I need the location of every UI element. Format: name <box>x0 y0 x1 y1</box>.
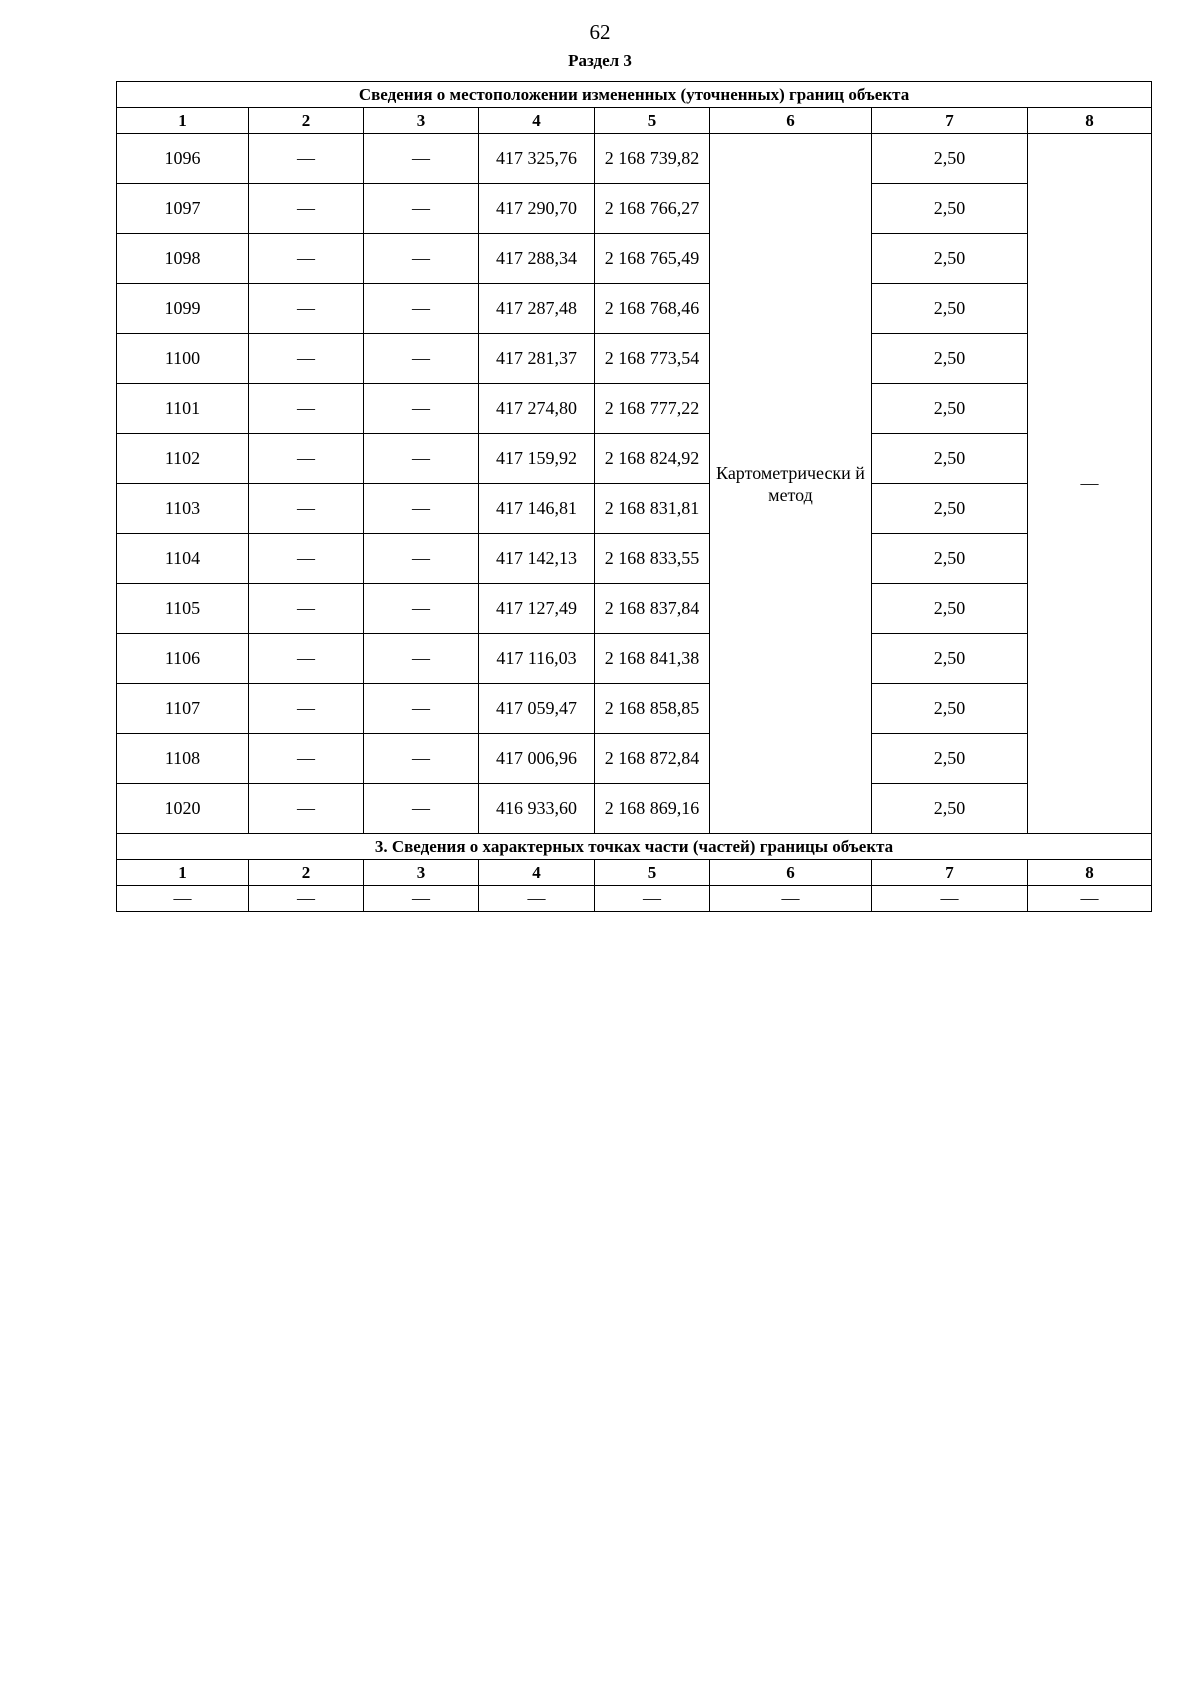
table-row <box>117 284 1152 334</box>
point-number: 1020 <box>117 784 249 834</box>
col2-value: — <box>249 384 364 434</box>
point-number: 1097 <box>117 184 249 234</box>
col2-value: — <box>249 634 364 684</box>
col3-value: — <box>364 634 479 684</box>
point-number: 1101 <box>117 384 249 434</box>
x-coordinate: 417 325,76 <box>479 134 595 184</box>
table-row <box>117 384 1152 434</box>
point-number: 1100 <box>117 334 249 384</box>
column-number-4: 4 <box>479 860 595 886</box>
section-title: Раздел 3 <box>568 51 632 70</box>
table-row <box>117 734 1152 784</box>
point-number: 1096 <box>117 134 249 184</box>
x-coordinate: 417 159,92 <box>479 434 595 484</box>
y-coordinate: 2 168 739,82 <box>595 134 710 184</box>
column-number-6: 6 <box>710 860 872 886</box>
y-coordinate: 2 168 872,84 <box>595 734 710 784</box>
x-coordinate: 417 274,80 <box>479 384 595 434</box>
column-number-7: 7 <box>872 860 1028 886</box>
column-number-8: 8 <box>1028 108 1152 134</box>
table-row <box>117 434 1152 484</box>
col3-value: — <box>364 184 479 234</box>
col3-value: — <box>364 784 479 834</box>
table1-title-row <box>117 82 1152 108</box>
accuracy-value: 2,50 <box>872 234 1028 284</box>
y-coordinate: 2 168 777,22 <box>595 384 710 434</box>
x-coordinate: 417 006,96 <box>479 734 595 784</box>
table2-column-numbers <box>117 860 1152 886</box>
point-number: 1106 <box>117 634 249 684</box>
col2-value: — <box>249 134 364 184</box>
y-coordinate: 2 168 858,85 <box>595 684 710 734</box>
column-number-8: 8 <box>1028 860 1152 886</box>
column-number-1: 1 <box>117 108 249 134</box>
col3-value: — <box>364 434 479 484</box>
col3-value: — <box>364 684 479 734</box>
col2-value: — <box>249 184 364 234</box>
x-coordinate: 417 287,48 <box>479 284 595 334</box>
point-number: 1098 <box>117 234 249 284</box>
col3-value: — <box>364 134 479 184</box>
col3-value: — <box>364 734 479 784</box>
column-number-6: 6 <box>710 108 872 134</box>
col2-value: — <box>249 584 364 634</box>
point-number: 1108 <box>117 734 249 784</box>
column-number-5: 5 <box>595 860 710 886</box>
x-coordinate: 417 281,37 <box>479 334 595 384</box>
point-number: 1107 <box>117 684 249 734</box>
accuracy-value: 2,50 <box>872 334 1028 384</box>
empty-cell: — <box>364 886 479 912</box>
col2-value: — <box>249 484 364 534</box>
point-number: 1105 <box>117 584 249 634</box>
x-coordinate: 417 059,47 <box>479 684 595 734</box>
accuracy-value: 2,50 <box>872 784 1028 834</box>
y-coordinate: 2 168 837,84 <box>595 584 710 634</box>
x-coordinate: 417 116,03 <box>479 634 595 684</box>
x-coordinate: 417 127,49 <box>479 584 595 634</box>
col3-value: — <box>364 384 479 434</box>
page-number: 62 <box>589 20 611 44</box>
point-number: 1104 <box>117 534 249 584</box>
column-number-2: 2 <box>249 860 364 886</box>
table1-column-numbers <box>117 108 1152 134</box>
accuracy-value: 2,50 <box>872 284 1028 334</box>
table2-title: 3. Сведения о характерных точках части (частей) границы объекта <box>117 834 1152 860</box>
col3-value: — <box>364 484 479 534</box>
col3-value: — <box>364 584 479 634</box>
y-coordinate: 2 168 869,16 <box>595 784 710 834</box>
accuracy-value: 2,50 <box>872 734 1028 784</box>
accuracy-value: 2,50 <box>872 184 1028 234</box>
point-number: 1103 <box>117 484 249 534</box>
x-coordinate: 417 142,13 <box>479 534 595 584</box>
y-coordinate: 2 168 768,46 <box>595 284 710 334</box>
col2-value: — <box>249 334 364 384</box>
accuracy-value: 2,50 <box>872 584 1028 634</box>
col2-value: — <box>249 234 364 284</box>
col2-value: — <box>249 734 364 784</box>
point-number: 1099 <box>117 284 249 334</box>
table-row <box>117 684 1152 734</box>
col3-value: — <box>364 534 479 584</box>
table1-title: Сведения о местоположении измененных (уточненных) границ объекта <box>117 82 1152 108</box>
col2-value: — <box>249 434 364 484</box>
y-coordinate: 2 168 766,27 <box>595 184 710 234</box>
empty-cell: — <box>872 886 1028 912</box>
empty-cell: — <box>1028 886 1152 912</box>
accuracy-value: 2,50 <box>872 434 1028 484</box>
table-row <box>117 784 1152 834</box>
x-coordinate: 417 288,34 <box>479 234 595 284</box>
accuracy-value: 2,50 <box>872 134 1028 184</box>
boundary-coordinates-table <box>116 81 1152 912</box>
column-number-5: 5 <box>595 108 710 134</box>
accuracy-value: 2,50 <box>872 534 1028 584</box>
accuracy-value: 2,50 <box>872 684 1028 734</box>
point-number: 1102 <box>117 434 249 484</box>
table-row <box>117 334 1152 384</box>
empty-cell: — <box>249 886 364 912</box>
column-number-1: 1 <box>117 860 249 886</box>
col2-value: — <box>249 684 364 734</box>
column-number-7: 7 <box>872 108 1028 134</box>
table-row <box>117 484 1152 534</box>
col8-value: — <box>1028 134 1152 834</box>
col2-value: — <box>249 784 364 834</box>
column-number-4: 4 <box>479 108 595 134</box>
table-row <box>117 534 1152 584</box>
y-coordinate: 2 168 833,55 <box>595 534 710 584</box>
x-coordinate: 417 146,81 <box>479 484 595 534</box>
table-row <box>117 584 1152 634</box>
y-coordinate: 2 168 841,38 <box>595 634 710 684</box>
col3-value: — <box>364 234 479 284</box>
empty-cell: — <box>710 886 872 912</box>
col3-value: — <box>364 334 479 384</box>
column-number-3: 3 <box>364 108 479 134</box>
x-coordinate: 417 290,70 <box>479 184 595 234</box>
accuracy-value: 2,50 <box>872 384 1028 434</box>
table-row <box>117 634 1152 684</box>
y-coordinate: 2 168 831,81 <box>595 484 710 534</box>
y-coordinate: 2 168 765,49 <box>595 234 710 284</box>
column-number-2: 2 <box>249 108 364 134</box>
accuracy-value: 2,50 <box>872 634 1028 684</box>
table-row <box>117 184 1152 234</box>
y-coordinate: 2 168 824,92 <box>595 434 710 484</box>
table-row <box>117 234 1152 284</box>
empty-cell: — <box>595 886 710 912</box>
x-coordinate: 416 933,60 <box>479 784 595 834</box>
empty-cell: — <box>117 886 249 912</box>
empty-cell: — <box>479 886 595 912</box>
col2-value: — <box>249 534 364 584</box>
table-row <box>117 134 1152 184</box>
col2-value: — <box>249 284 364 334</box>
y-coordinate: 2 168 773,54 <box>595 334 710 384</box>
table2-title-row <box>117 834 1152 860</box>
accuracy-value: 2,50 <box>872 484 1028 534</box>
col3-value: — <box>364 284 479 334</box>
method-cell: Картометрически й метод <box>710 134 872 834</box>
table-row <box>117 886 1152 912</box>
column-number-3: 3 <box>364 860 479 886</box>
